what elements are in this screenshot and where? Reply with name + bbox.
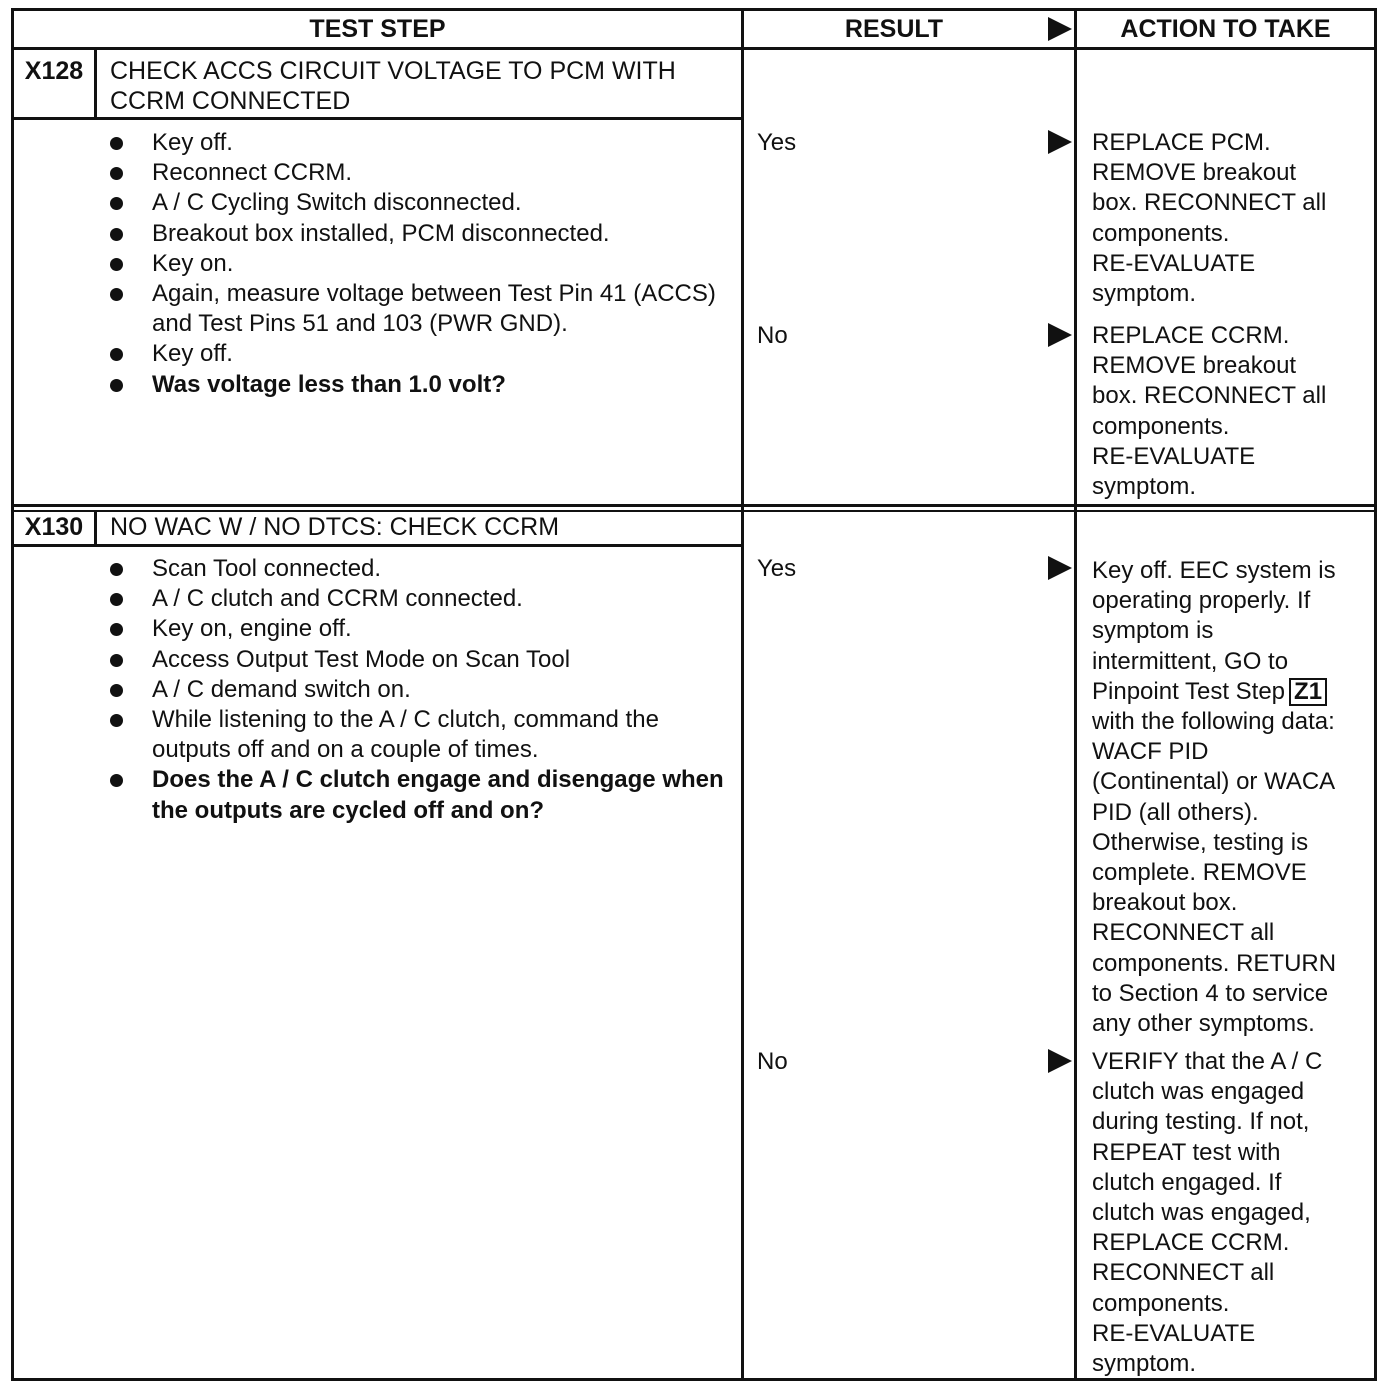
- result-yes: Yes: [757, 555, 797, 582]
- step-title-divider: [11, 117, 744, 120]
- step-question: Does the A / C clutch engage and disengage when the outputs are cycled off and on?: [100, 765, 730, 825]
- list-item: Reconnect CCRM.: [100, 158, 730, 188]
- column-divider-action: [1074, 8, 1077, 1381]
- result-yes: Yes: [757, 129, 797, 156]
- list-item: Scan Tool connected.: [100, 554, 730, 584]
- step-instructions: [100, 128, 730, 400]
- list-item: A / C clutch and CCRM connected.: [100, 584, 730, 614]
- list-item: A / C Cycling Switch disconnected.: [100, 188, 730, 218]
- step-code-divider: [94, 510, 97, 546]
- action-text: REPLACE CCRM. REMOVE breakout box. RECONNECT all components. RE-EVALUATE symptom.: [1092, 322, 1327, 501]
- step-title-divider: [11, 544, 744, 547]
- step-title: NO WAC W / NO DTCS: CHECK CCRM: [110, 513, 560, 541]
- list-item: Key off.: [100, 128, 730, 158]
- result-no: No: [757, 322, 788, 349]
- list-item: Key off.: [100, 339, 730, 369]
- list-item: A / C demand switch on.: [100, 675, 730, 705]
- result-arrow-icon: [1048, 323, 1072, 347]
- list-item: Key on.: [100, 249, 730, 279]
- action-text-part: with the following data: WACF PID (Continental) or WACA PID (all others). Otherwise, testing is complete. REMOVE breakout box. RECONNECT all components. RETURN to Section 4 to service any other symptoms.: [1092, 708, 1337, 1038]
- step-title: CHECK ACCS CIRCUIT VOLTAGE TO PCM WITH CCRM CONNECTED: [110, 57, 676, 115]
- pinpoint-step-ref: Z1: [1289, 678, 1327, 706]
- step-code-divider: [94, 47, 97, 119]
- action-text: REPLACE PCM. REMOVE breakout box. RECONNECT all components. RE-EVALUATE symptom.: [1092, 129, 1327, 308]
- table-border-left: [11, 8, 14, 1381]
- header-divider: [11, 47, 1377, 50]
- step-code: X128: [24, 57, 84, 85]
- list-item: Breakout box installed, PCM disconnected.: [100, 219, 730, 249]
- result-arrow-icon: [1048, 556, 1072, 580]
- list-item: Key on, engine off.: [100, 614, 730, 644]
- list-item: Again, measure voltage between Test Pin 41 (ACCS) and Test Pins 51 and 103 (PWR GND).: [100, 279, 730, 339]
- header-result: RESULT: [844, 15, 944, 43]
- action-text: [1092, 556, 1377, 1039]
- list-item: Access Output Test Mode on Scan Tool: [100, 645, 730, 675]
- step-instructions: [100, 554, 730, 826]
- header-test-step: TEST STEP: [309, 15, 446, 43]
- result-arrow-icon: [1048, 1049, 1072, 1073]
- action-text-part: Key off. EEC system is operating properly. If symptom is intermittent, GO to Pinpoint Test Step: [1092, 557, 1336, 705]
- action-text: VERIFY that the A / C clutch was engaged during testing. If not, REPEAT test with clutch engaged. If clutch was engaged, REPLACE CCRM. RECONNECT all components. RE-EVALUATE symptom.: [1092, 1048, 1323, 1378]
- list-item: While listening to the A / C clutch, command the outputs off and on a couple of times.: [100, 705, 730, 765]
- result-arrow-icon: [1048, 130, 1072, 154]
- header-arrow-icon: [1048, 17, 1072, 41]
- table-border-top: [11, 8, 1377, 11]
- step-code: X130: [24, 513, 84, 541]
- header-action: ACTION TO TAKE: [1120, 15, 1331, 43]
- step-question: Was voltage less than 1.0 volt?: [100, 370, 730, 400]
- result-no: No: [757, 1048, 788, 1075]
- column-divider-result: [741, 8, 744, 1381]
- row-divider: [11, 504, 1377, 507]
